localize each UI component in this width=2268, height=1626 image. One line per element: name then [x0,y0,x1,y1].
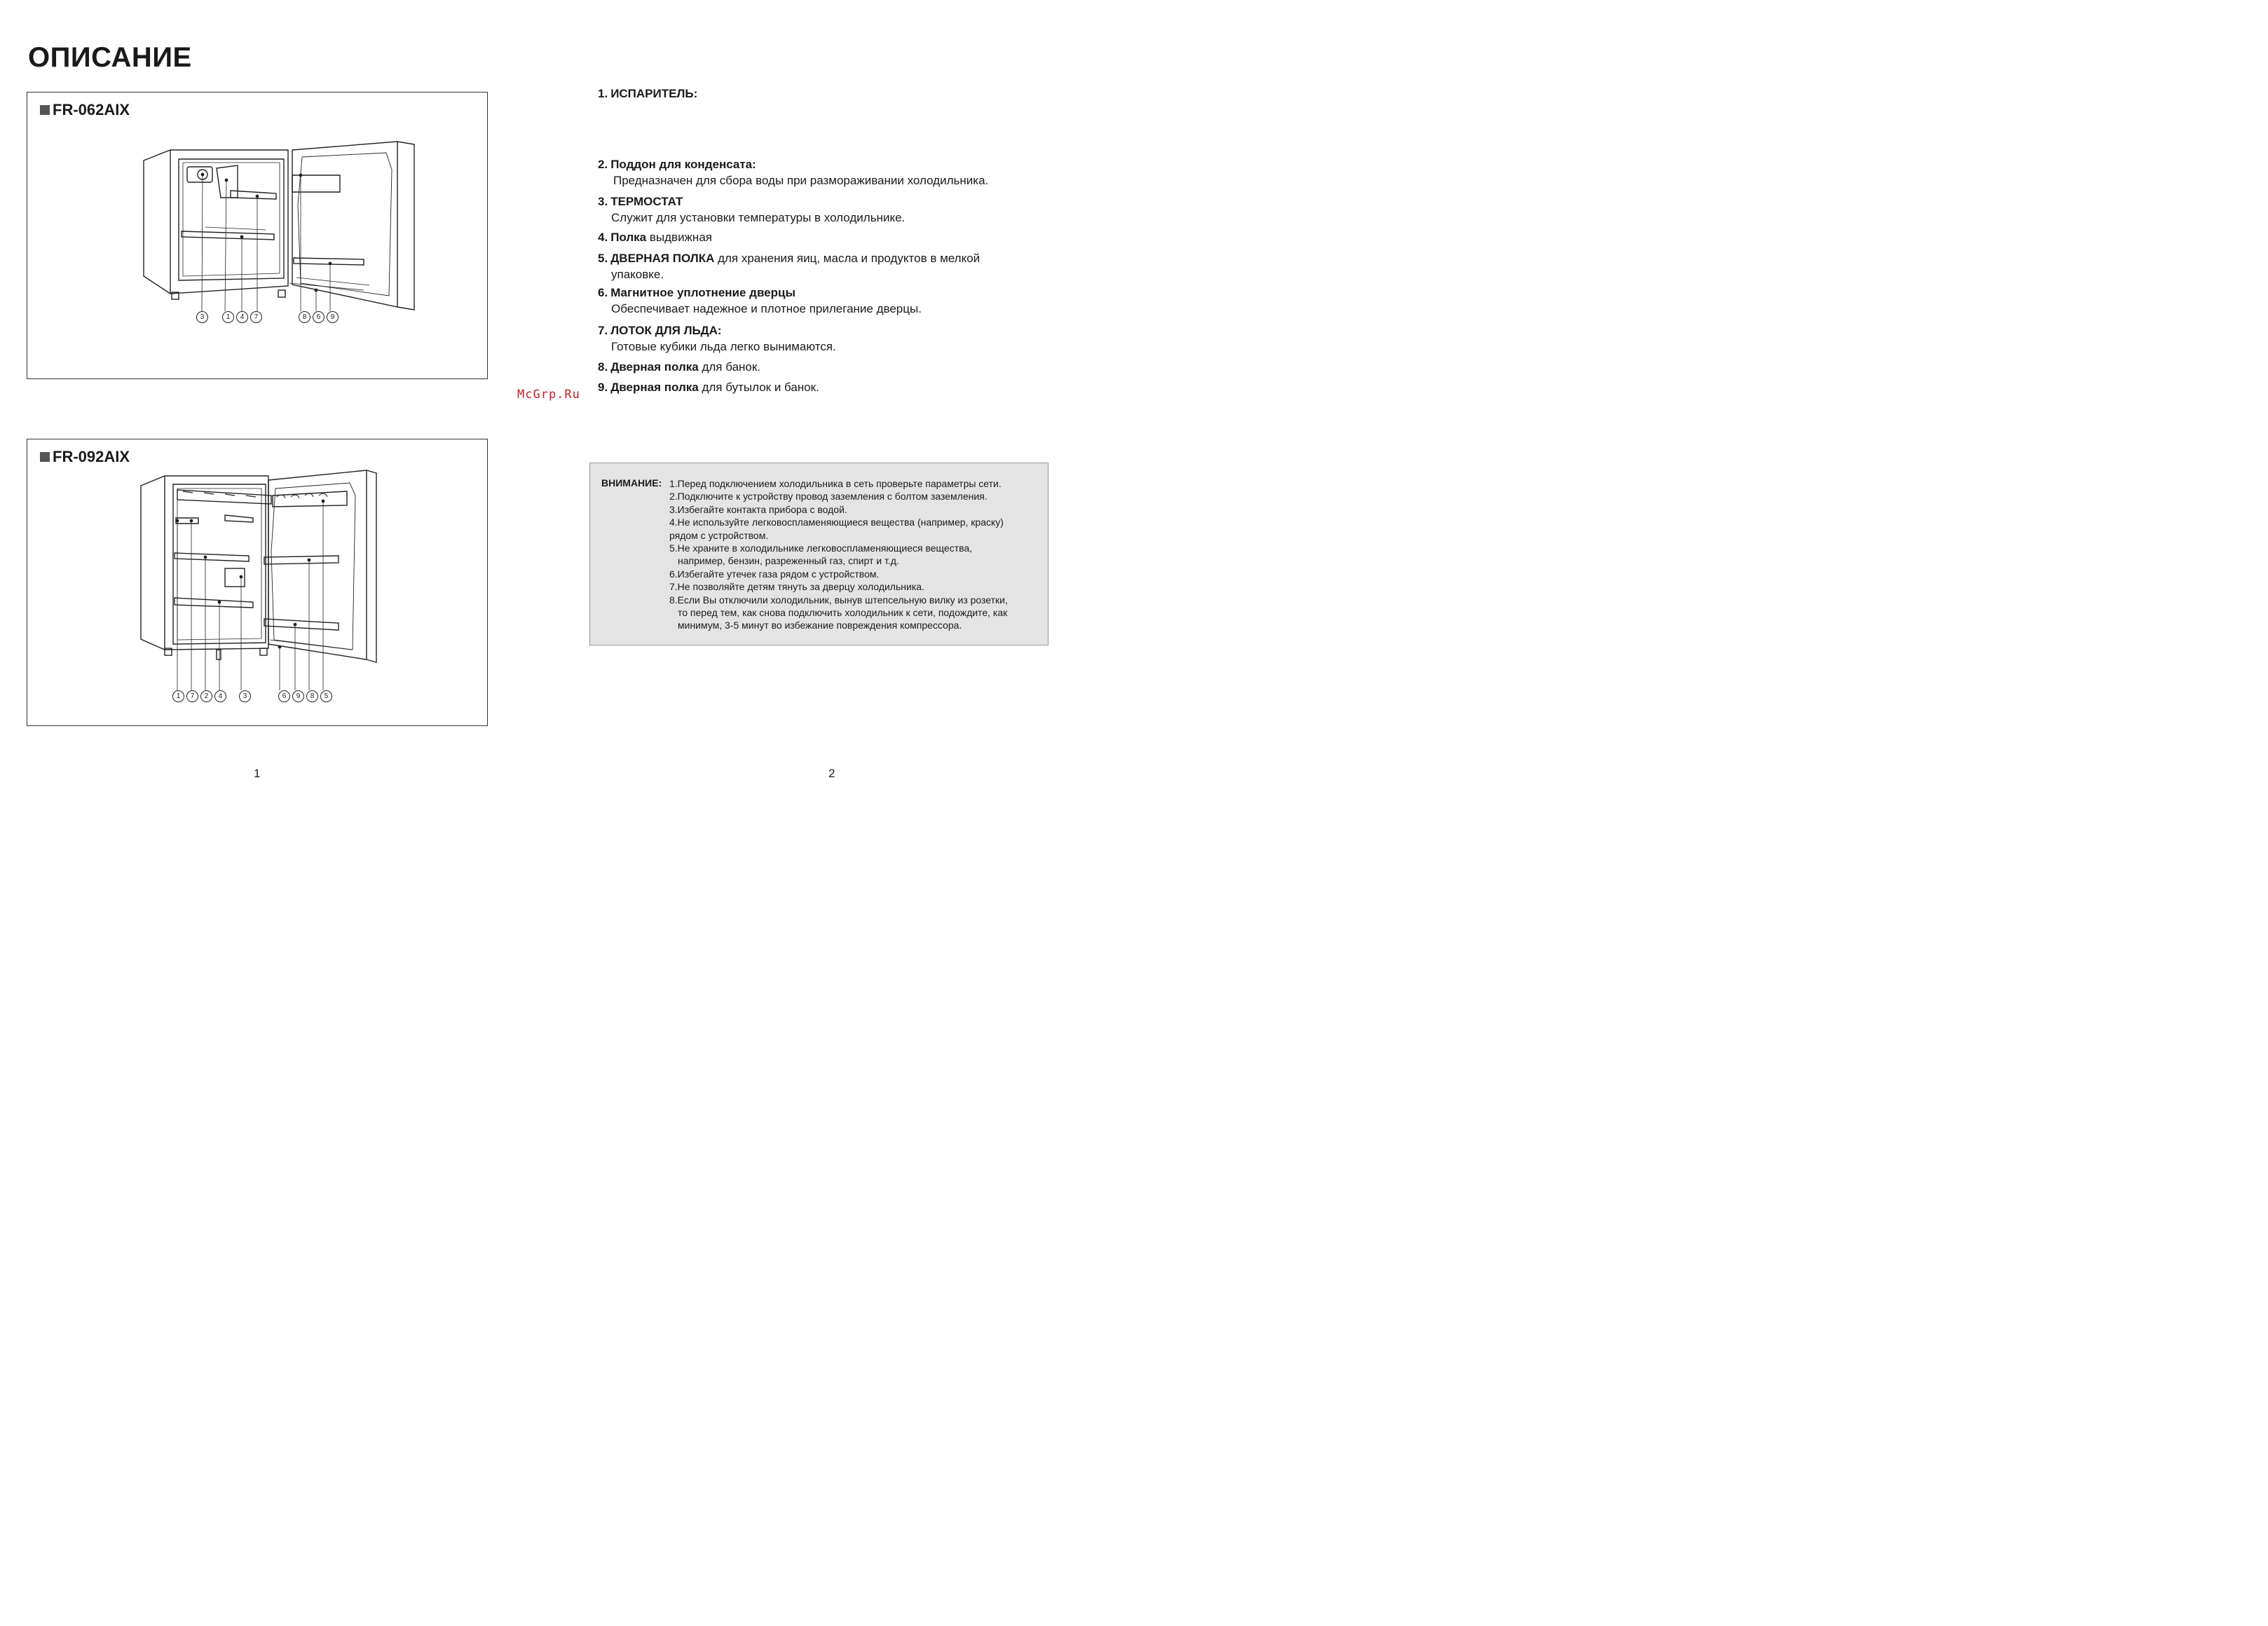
caution-item: 2.Подключите к устройству провод заземления с болтом заземления. [669,491,988,503]
caution-item: 8.Если Вы отключили холодильник, вынув штепсельную вилку из розетки, то перед тем, как снова подключить холодильник к сети, подождите, как минимум, 3-5 минут во избежание повреждения компрессора. [669,594,1008,631]
callout: 3 [239,690,251,702]
callout: 2 [200,690,212,702]
callout: 3 [196,311,208,323]
callout: 5 [320,690,332,702]
part-item: 5. ДВЕРНАЯ ПОЛКА для хранения яиц, масла и продуктов в мелкой упаковке. [598,252,981,281]
part-item: 9. Дверная полка для бутылок и банок. [598,381,819,394]
page-title: ОПИСАНИЕ [28,42,192,73]
part-item: 2. Поддон для конденсата: Предназначен для сбора воды при размораживании холодильника. [598,158,989,187]
model-diagram-fr062 [27,92,488,379]
callout: 1 [172,690,184,702]
fridge-drawing [27,439,489,727]
part-item: 7. ЛОТОК ДЛЯ ЛЬДА: Готовые кубики льда легко вынимаются. [598,324,836,353]
page-number-right: 2 [828,767,835,780]
caution-label: ВНИМАНИЕ: [601,477,662,489]
callout-row [172,690,332,702]
caution-item: 4.Не используйте легковоспламеняющиеся вещества (например, краску) рядом с устройством. [669,517,1004,541]
callout: 8 [306,690,318,702]
watermark: McGrp.Ru [517,388,580,402]
callout: 1 [222,311,234,323]
callout: 4 [214,690,226,702]
caution-item: 3.Избегайте контакта прибора с водой. [669,503,847,515]
fridge-drawing [27,93,489,380]
callout: 7 [250,311,262,323]
callout: 8 [299,311,310,323]
callout: 6 [278,690,290,702]
caution-list [669,477,1044,632]
page-number-left: 1 [254,767,261,780]
callout: 9 [327,311,339,323]
callout-row [196,311,339,323]
model-name: FR-062AIX [53,101,130,118]
callout: 7 [186,690,198,702]
caution-item: 5.Не храните в холодильнике легковоспламеняющиеся вещества, например, бензин, разреженный газ, спирт и т.д. [669,542,973,567]
caution-item: 7.Не позволяйте детям тянуть за дверцу холодильника. [669,581,924,593]
part-item: 4. Полка выдвижная [598,231,712,244]
part-item: 1. ИСПАРИТЕЛЬ: [598,87,698,100]
callout: 4 [236,311,248,323]
part-item: 6. Магнитное уплотнение дверцы Обеспечивает надежное и плотное прилегание дверцы. [598,286,922,315]
model-name: FR-092AIX [53,448,130,465]
caution-item: 6.Избегайте утечек газа рядом с устройством. [669,568,880,580]
model-diagram-fr092 [27,439,488,726]
callout: 9 [292,690,304,702]
part-item: 8. Дверная полка для банок. [598,360,761,374]
caution-box [589,463,1048,645]
part-item: 3. ТЕРМОСТАТ Служит для установки температуры в холодильнике. [598,195,906,224]
callout: 6 [313,311,325,323]
caution-item: 1.Перед подключением холодильника в сеть проверьте параметры сети. [669,478,1002,489]
